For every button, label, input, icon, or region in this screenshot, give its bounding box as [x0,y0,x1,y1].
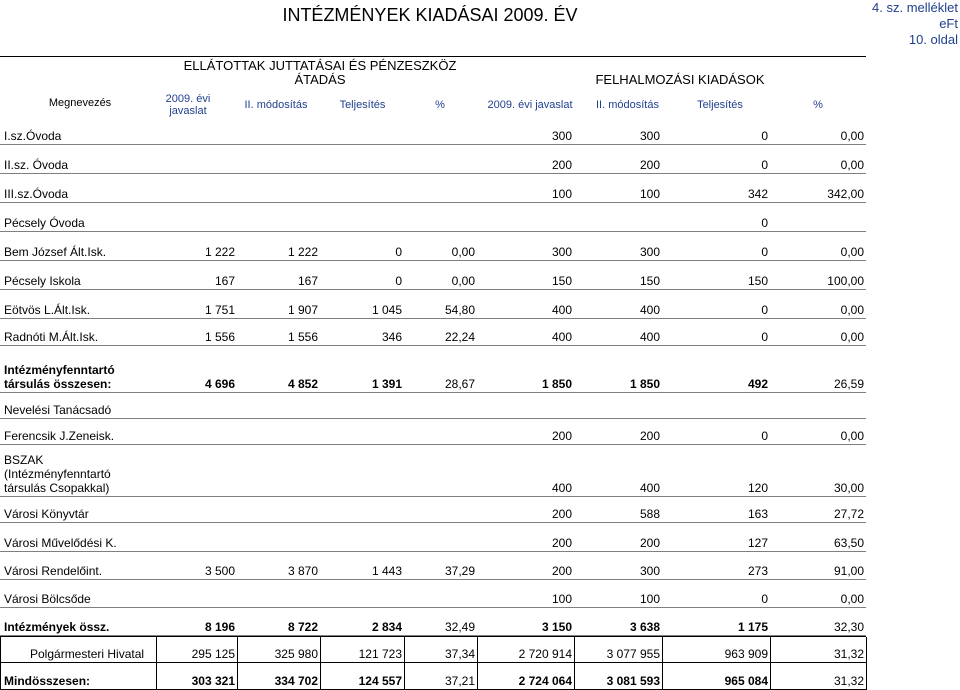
row-label: Városi Bölcsőde [4,592,91,606]
cell-value: 2 720 914 [518,647,572,661]
cell-value: 163 [747,507,768,521]
cell-value: 167 [297,274,318,288]
cell-value: 37,34 [444,647,475,661]
row-label: Nevelési Tanácsadó [4,403,112,417]
cell-value: 300 [639,245,660,259]
cell-value: 0,00 [840,158,864,172]
cell-value: 120 [747,481,768,495]
cell-value: 200 [551,564,572,578]
cell-value: 0,00 [840,129,864,143]
cell-value: 100,00 [827,274,864,288]
cell-value: 300 [639,129,660,143]
cell-value: 63,50 [833,536,864,550]
row-label: Polgármesteri Hivatal [30,647,145,661]
table-row [0,497,866,523]
page-title: INTÉZMÉNYEK KIADÁSAI 2009. ÉV [282,5,578,25]
cell-value: 200 [639,536,660,550]
cell-value: 167 [214,274,235,288]
cell-value: 100 [639,592,660,606]
cell-value: 121 723 [358,647,402,661]
table-row [0,346,866,393]
table-row [0,145,866,174]
cell-value: 3 638 [629,620,660,634]
unit-label: eFt [939,16,958,31]
cell-value: 200 [639,429,660,443]
table-row [0,393,866,419]
cell-value: 31,32 [833,647,864,661]
cell-value: 0 [761,245,768,259]
row-label: III.sz.Óvoda [4,187,69,201]
cell-value: 588 [639,507,660,521]
cell-value: 150 [551,274,572,288]
table-row [0,232,866,261]
row-label: I.sz.Óvoda [4,129,62,143]
cell-value: 400 [551,481,572,495]
table-row [0,290,866,319]
table-row [0,319,866,346]
cell-value: 300 [551,245,572,259]
row-label: Bem József Ált.Isk. [4,245,107,259]
cell-value: 150 [747,274,768,288]
row-label: Intézmények össz. [4,620,110,634]
page-number: 10. oldal [908,32,958,47]
table-row [0,580,866,608]
cell-value: 492 [747,377,768,391]
cell-value: 54,80 [444,303,475,317]
cell-value: 31,32 [833,674,864,688]
cell-value: 3 081 593 [606,674,660,688]
cell-value: 0,00 [840,429,864,443]
column-header: % [813,99,823,111]
row-label: Radnóti M.Ált.Isk. [4,330,99,344]
document-reference [872,0,958,48]
cell-value: 37,21 [444,674,475,688]
cell-value: 295 125 [191,647,235,661]
cell-value: 0 [761,330,768,344]
cell-value: 27,72 [833,507,864,521]
table-row [0,523,866,552]
row-label: Városi Rendelőint. [4,564,103,578]
cell-value: 37,29 [444,564,475,578]
table-row [0,636,866,663]
cell-value: 1 556 [287,330,318,344]
row-label: Pécsely Óvoda [4,216,85,230]
cell-value: 26,59 [833,377,864,391]
table-row [0,552,866,580]
table-row [0,445,866,497]
cell-value: 1 850 [629,377,660,391]
column-header: II. módosítás [244,99,308,111]
cell-value: 325 980 [274,647,318,661]
cell-value: 0 [761,429,768,443]
column-header: Teljesítés [697,99,743,111]
cell-value: 400 [639,481,660,495]
table-row [0,125,866,145]
row-label: Ferencsik J.Zeneisk. [4,429,115,443]
cell-value: 0,00 [840,330,864,344]
cell-value: 1 175 [737,620,768,634]
cell-value: 300 [551,129,572,143]
cell-value: 28,67 [444,377,475,391]
cell-value: 3 500 [204,564,235,578]
row-label: Városi Könyvtár [4,507,89,521]
column-header: 2009. évi javaslat [165,93,211,117]
cell-value: 1 850 [541,377,572,391]
cell-value: 346 [381,330,402,344]
cell-value: 3 150 [541,620,572,634]
row-label: Városi Művelődési K. [4,536,117,550]
cell-value: 30,00 [833,481,864,495]
row-label: II.sz. Óvoda [4,158,69,172]
cell-value: 1 751 [204,303,235,317]
cell-value: 200 [639,158,660,172]
cell-value: 124 557 [358,674,402,688]
cell-value: 100 [639,187,660,201]
cell-value: 1 443 [371,564,402,578]
cell-value: 342,00 [827,187,864,201]
cell-value: 32,49 [444,620,475,634]
cell-value: 3 870 [287,564,318,578]
cell-value: 4 852 [287,377,318,391]
cell-value: 334 702 [274,674,318,688]
cell-value: 100 [551,187,572,201]
cell-value: 150 [639,274,660,288]
annex-number: 4. sz. melléklet [872,0,958,15]
cell-value: 400 [551,330,572,344]
cell-value: 200 [551,507,572,521]
cell-value: 400 [639,303,660,317]
cell-value: 303 321 [191,674,235,688]
cell-value: 200 [551,536,572,550]
cell-value: 200 [551,158,572,172]
cell-value: 0,00 [840,592,864,606]
cell-value: 1 045 [371,303,402,317]
cell-value: 1 556 [204,330,235,344]
cell-value: 0 [761,129,768,143]
column-header: % [435,99,445,111]
table-header [0,56,866,119]
cell-value: 400 [639,330,660,344]
cell-value: 0,00 [451,274,475,288]
row-label: Eötvös L.Ált.Isk. [4,303,91,317]
cell-value: 965 084 [724,674,768,688]
cell-value: 0,00 [840,245,864,259]
row-label: Mindösszesen: [4,674,91,688]
cell-value: 0 [761,303,768,317]
column-header: Teljesítés [339,99,386,111]
cell-value: 8 196 [204,620,235,634]
cell-value: 0,00 [840,303,864,317]
cell-value: 200 [551,429,572,443]
cell-value: 1 907 [287,303,318,317]
cell-value: 22,24 [444,330,475,344]
cell-value: 2 724 064 [518,674,572,688]
cell-value: 8 722 [287,620,318,634]
row-label: Intézményfenntartó társulás összesen: [4,363,115,391]
cell-value: 4 696 [204,377,235,391]
cell-value: 273 [747,564,768,578]
table-row [0,261,866,290]
table-row [0,174,866,203]
cell-value: 0 [761,216,768,230]
cell-value: 91,00 [833,564,864,578]
cell-value: 127 [747,536,768,550]
table-row [0,419,866,445]
cell-value: 3 077 955 [606,647,660,661]
cell-value: 400 [551,303,572,317]
cell-value: 1 222 [204,245,235,259]
cell-value: 300 [639,564,660,578]
cell-value: 100 [551,592,572,606]
row-label: BSZAK (Intézményfenntartó társulás Csopakkal) [4,453,111,495]
cell-value: 0,00 [451,245,475,259]
group-header-transfers: ELLÁTOTTAK JUTTATÁSAI ÉS PÉNZESZKÖZ ÁTADÁS [183,58,457,87]
group-header-capital: FELHALMOZÁSI KIADÁSOK [595,72,765,87]
table-row [0,608,866,636]
cell-value: 0 [761,158,768,172]
row-label: Pécsely Iskola [4,274,81,288]
cell-value: 0 [395,245,402,259]
cell-value: 32,30 [833,620,864,634]
column-header: 2009. évi javaslat [487,99,573,111]
cell-value: 0 [761,592,768,606]
cell-value: 1 222 [287,245,318,259]
cell-value: 0 [395,274,402,288]
column-header: II. módosítás [596,99,659,111]
table-row [0,203,866,232]
table-row [0,662,866,690]
cell-value: 963 909 [724,647,768,661]
column-header-name: Megnevezés [48,97,112,109]
cell-value: 2 834 [371,620,402,634]
cell-value: 1 391 [371,377,402,391]
cell-value: 342 [747,187,768,201]
